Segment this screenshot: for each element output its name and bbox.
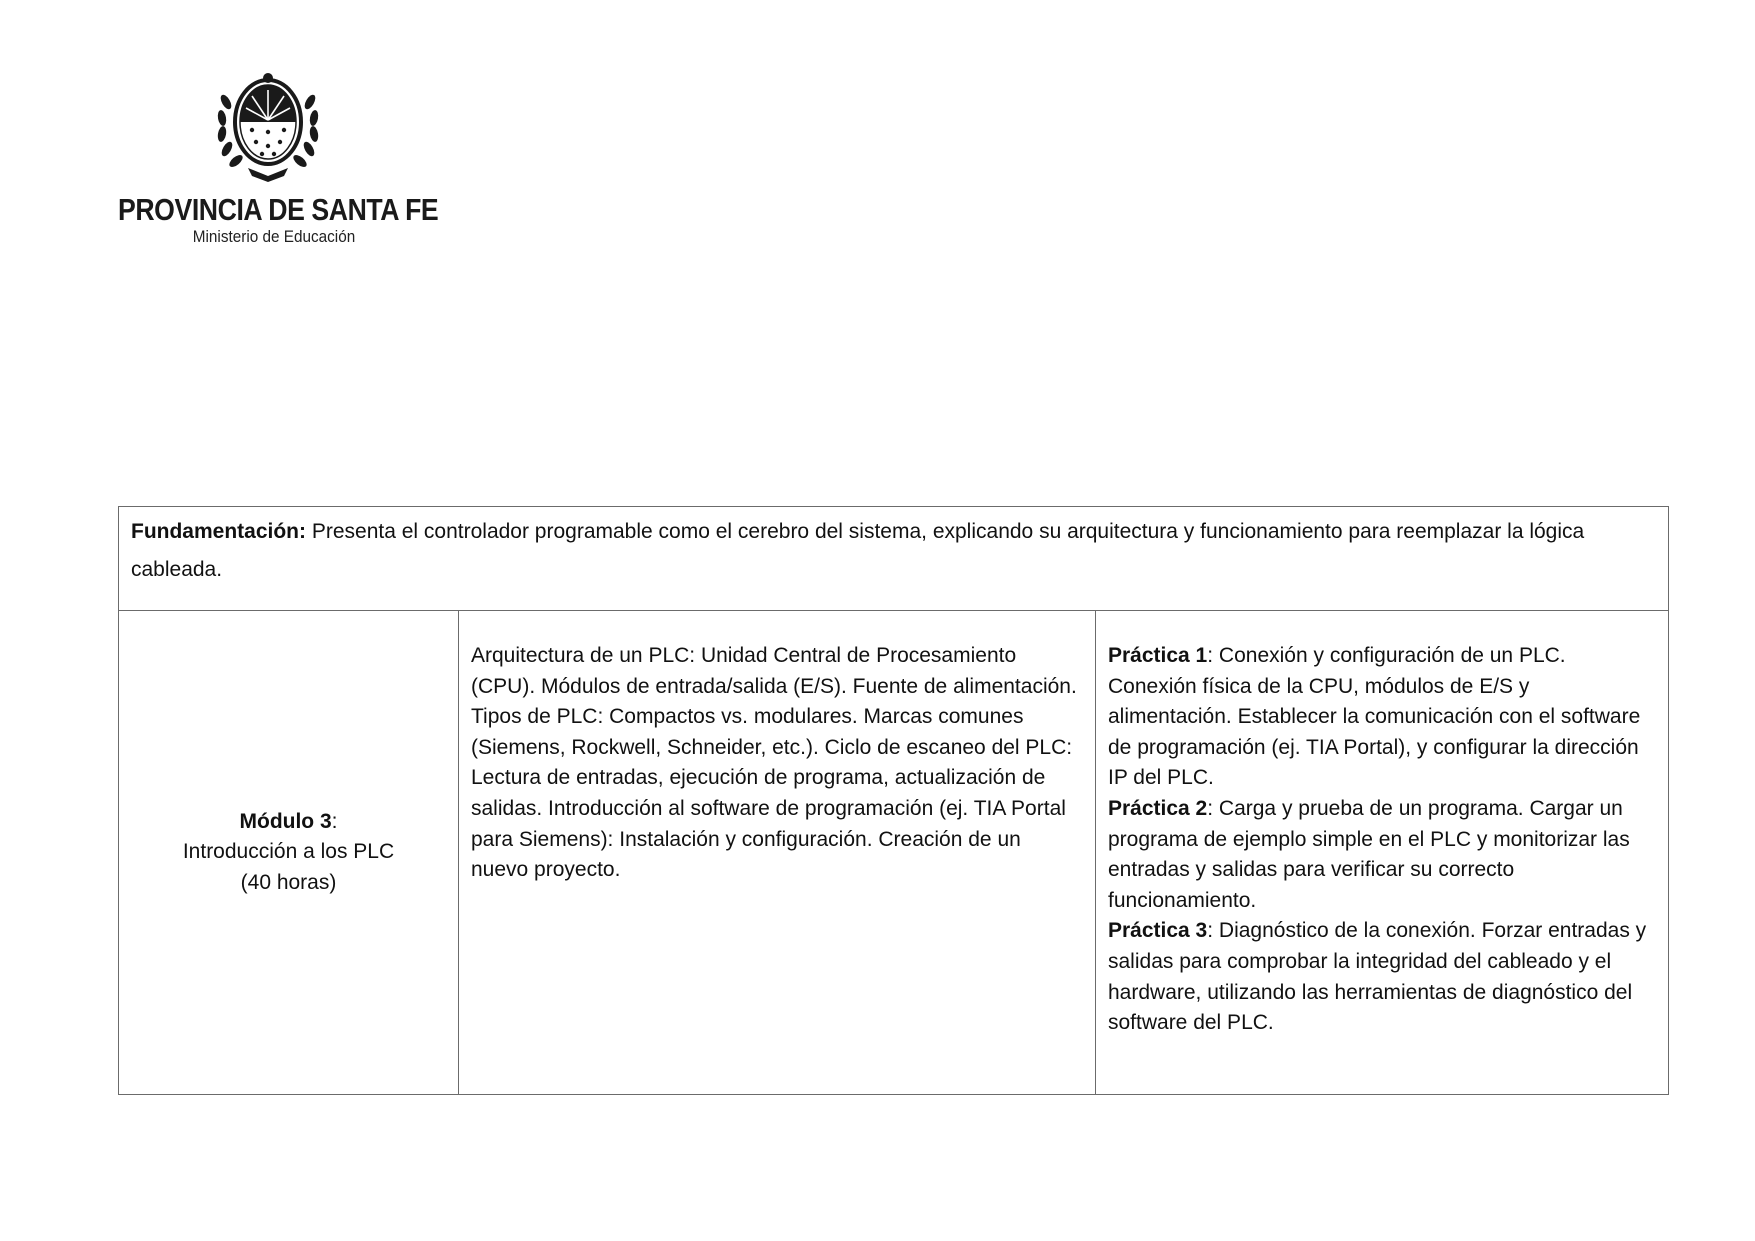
module-title: Introducción a los PLC: [182, 840, 395, 864]
fundamentacion-text: Presenta el controlador programable como el cerebro del sistema, explicando su arquitectura y funcionamiento para reemplazar la lógica cableada.: [131, 520, 1585, 581]
module-table: [118, 506, 1669, 1095]
fundamentacion-cell: [119, 507, 1669, 611]
module-heading: [129, 807, 448, 838]
module-label: Módulo 3: [239, 809, 332, 833]
practice-item: [1108, 641, 1656, 794]
practice-text: : Diagnóstico de la conexión. Forzar entradas y salidas para comprobar la integridad del cableado y el hardware, utilizando las herramientas de diagnóstico del software del PLC.: [1108, 919, 1647, 1035]
module-colon: :: [331, 809, 338, 833]
organization-name: PROVINCIA DE SANTA FE: [118, 192, 439, 227]
practices-cell: [1096, 611, 1669, 1095]
module-hours: (40 horas): [240, 870, 337, 894]
practice-label: Práctica 3: [1108, 919, 1208, 943]
practice-text: : Carga y prueba de un programa. Cargar un programa de ejemplo simple en el PLC y monitorizar las entradas y salidas para verificar su correcto funcionamiento.: [1108, 796, 1630, 912]
module-row: [119, 611, 1669, 1095]
practice-item: [1108, 916, 1656, 1038]
fundamentacion-label: Fundamentación:: [131, 520, 307, 543]
module-cell: [119, 611, 459, 1095]
provincial-coat-of-arms-icon: [216, 72, 320, 184]
fundamentacion-row: [119, 507, 1669, 611]
contents-text: Arquitectura de un PLC: Unidad Central de Procesamiento (CPU). Módulos de entrada/salida (E/S). Fuente de alimentación. Tipos de PLC: Compactos vs. modulares. Marcas comunes (Siemens, Rockwell, Schneider, etc.). Ciclo de escaneo del PLC: Lectura de entradas, ejecución de programa, actualización de salidas. Introducción al software de programación (ej. TIA Portal para Siemens): Instalación y configuración. Creación de un nuevo proyecto.: [471, 644, 1077, 882]
practice-label: Práctica 2: [1108, 796, 1208, 820]
ministry-logo: [118, 72, 439, 252]
practice-label: Práctica 1: [1108, 644, 1208, 667]
department-name: Ministerio de Educación: [192, 227, 356, 246]
practice-item: [1108, 794, 1656, 916]
contents-cell: [459, 611, 1096, 1095]
practice-text: : Conexión y configuración de un PLC. Conexión física de la CPU, módulos de E/S y alimentación. Establecer la comunicación con el software de programación (ej. TIA Portal), y configurar la dirección IP del PLC.: [1108, 644, 1641, 790]
